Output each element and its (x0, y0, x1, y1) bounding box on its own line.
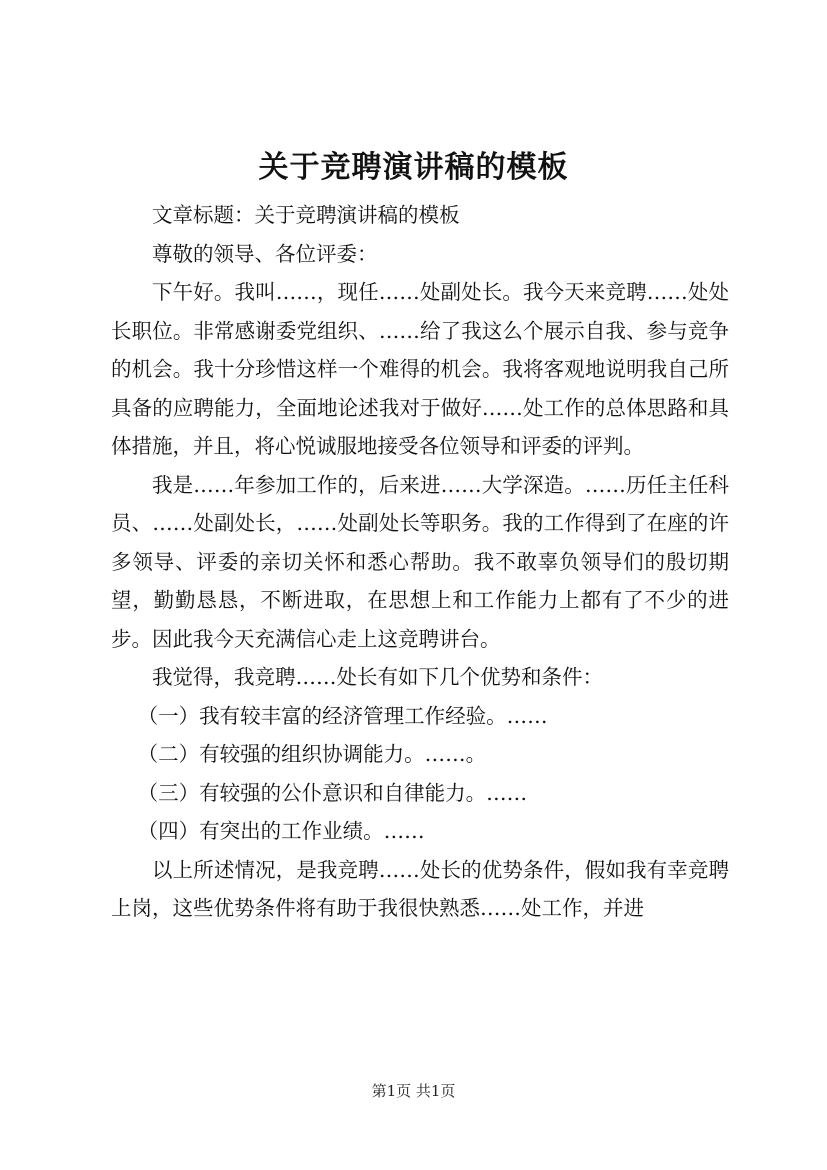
paragraph-conclusion: 以上所述情况，是我竞聘……处长的优势条件，假如我有幸竞聘上岗，这些优势条件将有助于我很快熟悉……处工作，并进 (111, 857, 729, 920)
paragraph-introduction: 下午好。我叫……，现任……处副处长。我今天来竞聘……处处长职位。非常感谢委党组织、……给了我这么个展示自我、参与竞争的机会。我十分珍惜这样一个难得的机会。我将客观地说明我自己所具备的应聘能力，全面地论述我对于做好……处工作的总体思路和具体措施，并且，将心悦诚服地接受各位领导和评委的评判。 (111, 280, 729, 458)
document-body (111, 196, 729, 928)
list-item-advantage-1: （一）我有较丰富的经济管理工作经验。…… (137, 703, 548, 728)
list-item-advantage-3: （三）有较强的公仆意识和自律能力。…… (137, 780, 528, 805)
list-item-advantage-2: （二）有较强的组织协调能力。……。 (137, 742, 487, 766)
paragraph-article-title: 文章标题：关于竞聘演讲稿的模板 (152, 203, 460, 227)
list-item-advantage-4: （四）有突出的工作业绩。…… (137, 819, 425, 843)
paragraph-salutation: 尊敬的领导、各位评委： (152, 241, 378, 266)
document-title: 关于竞聘演讲稿的模板 (258, 150, 569, 185)
page-footer: 第1页 共1页 (371, 1082, 456, 1100)
paragraph-advantages-intro: 我觉得，我竞聘……处长有如下几个优势和条件： (152, 665, 603, 689)
paragraph-background: 我是……年参加工作的，后来进……大学深造。……历任主任科员、……处副处长，……处副处长等职务。我的工作得到了在座的许多领导、评委的亲切关怀和悉心帮助。我不敢辜负领导们的殷切期望，勤勤恳恳，不断进取，在思想上和工作能力上都有了不少的进步。因此我今天充满信心走上这竞聘讲台。 (111, 472, 729, 651)
